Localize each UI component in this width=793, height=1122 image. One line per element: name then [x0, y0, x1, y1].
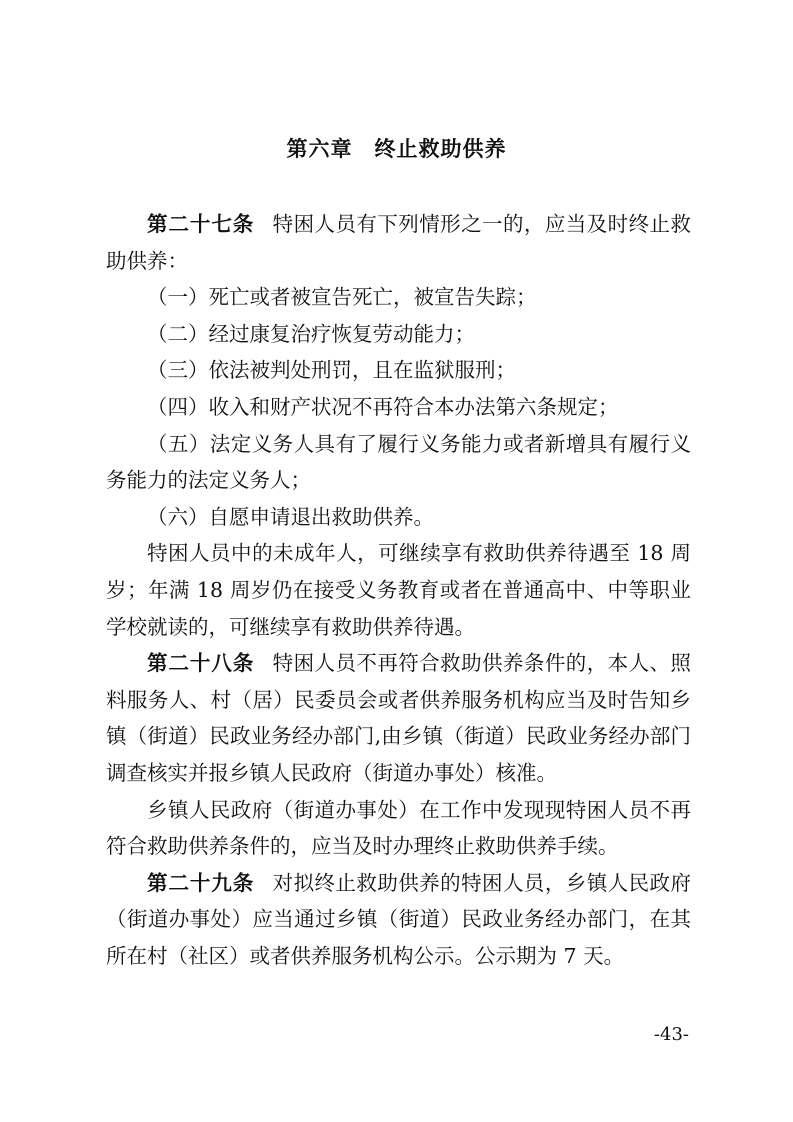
list-item: （三）依法被判处刑罚，且在监狱服刑；	[147, 358, 516, 383]
article-27	[106, 206, 691, 279]
article-text: 特困人员不再符合救助供养条件的，本人、照料服务人、村（居）民委员会或者供养服务机构应当及时告知乡镇（街道）民政业务经办部门,由乡镇（街道）民政业务经办部门调查核实并报乡镇人民政府（街道办事处）核准。	[106, 651, 692, 785]
list-item: （四）收入和财产状况不再符合本办法第六条规定；	[147, 394, 619, 419]
article-text: 特困人员有下列情形之一的，应当及时终止救助供养：	[106, 212, 692, 273]
page-number: -43-	[653, 1024, 689, 1045]
document-body	[106, 206, 691, 974]
list-item: （二）经过康复治疗恢复劳动能力；	[147, 321, 475, 346]
paragraph: 乡镇人民政府（街道办事处）在工作中发现现特困人员不再符合救助供养条件的，应当及时办理终止救助供养手续。	[106, 797, 691, 859]
list-item: （六）自愿申请退出救助供养。	[147, 504, 434, 529]
chapter-title: 第六章 终止救助供养	[286, 137, 507, 161]
article-label: 第二十九条	[147, 870, 255, 895]
article-label: 第二十八条	[147, 651, 255, 676]
article-label: 第二十七条	[147, 212, 255, 236]
list-item: （一）死亡或者被宣告死亡，被宣告失踪；	[147, 285, 537, 310]
article-text: 对拟终止救助供养的特困人员，乡镇人民政府（街道办事处）应当通过乡镇（街道）民政业务经办部门，在其所在村（社区）或者供养服务机构公示。公示期为 7 天。	[106, 870, 692, 968]
article-29	[106, 865, 691, 975]
paragraph: 特困人员中的未成年人，可继续享有救助供养待遇至 18 周岁；年满 18 周岁仍在接受义务教育或者在普通高中、中等职业学校就读的，可继续享有救助供养待遇。	[106, 541, 691, 639]
article-28	[106, 645, 691, 791]
list-item: （五）法定义务人具有了履行义务能力或者新增具有履行义务能力的法定义务人；	[106, 431, 691, 493]
